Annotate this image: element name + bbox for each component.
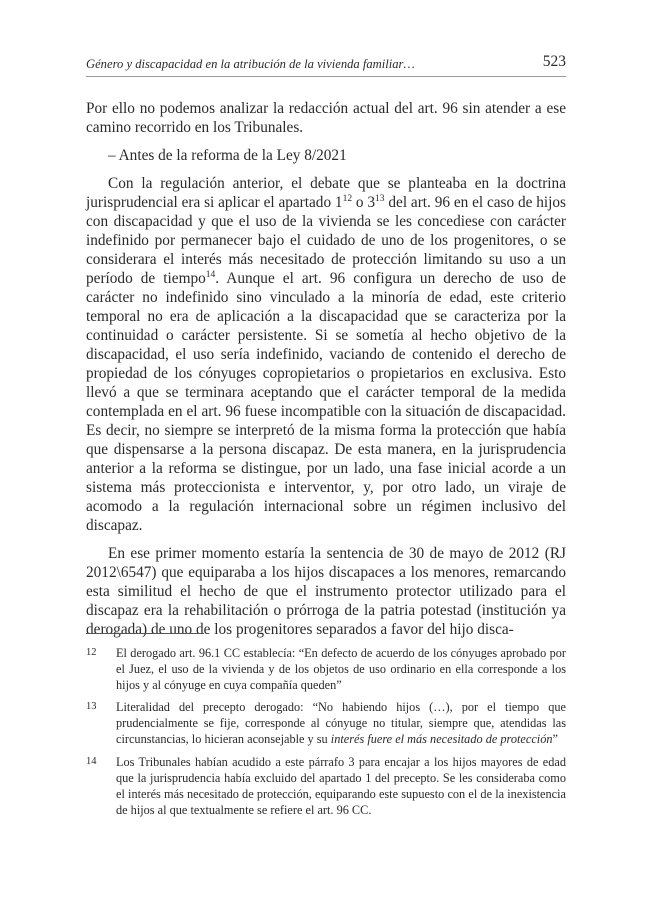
paragraph-3 [86, 174, 566, 535]
paragraph-4: En ese primer momento estaría la sentencia de 30 de mayo de 2012 (RJ 2012\6547) que equiparaba a los hijos discapaces a los menores, remarcando esta similitud el hecho de que el instrumento protector utilizado para el discapaz era la rehabilitación o prórroga de la patria potestad (institución ya derogada) de uno de los progenitores separados a favor del hijo disca- [86, 545, 566, 638]
paragraph-3-part-a: Con la regulación anterior, el debate que se planteaba en la doctrina jurisprudencial era si aplicar el apartado 1 [86, 175, 566, 211]
running-title: Género y discapacidad en la atribución de la vivienda familiar… [86, 57, 415, 71]
paragraph-3-part-c: del art. 96 en el caso de hijos con discapacidad y que el uso de la vivienda se les concediese con carácter indefinido por permanecer bajo el cuidado de uno de los progenitores, o se considerara el interés más necesitado de protección limitando su uso a un período de tiempo [86, 194, 566, 287]
footnote-number: 14 [86, 755, 97, 767]
footnote-13 [86, 699, 566, 747]
section-heading: – Antes de la reforma de la Ley 8/2021 [108, 147, 347, 164]
footnote-ref-12[interactable]: 12 [342, 193, 353, 204]
main-text [86, 99, 566, 648]
footnotes [86, 645, 566, 824]
footnote-text: Literalidad del precepto derogado: “No habiendo hijos (…), por el tiempo que prudencialmente se fije, corresponde al cónyuge no titular, siempre que, atendidas las circunstancias, lo hicieran aconsejable y su [116, 700, 566, 747]
footnote-ref-13[interactable]: 13 [375, 193, 385, 204]
footnote-number: 13 [86, 701, 97, 713]
paragraph-1: Por ello no podemos analizar la redacción actual del art. 96 sin atender a ese camino recorrido en los Tribunales. [86, 100, 566, 136]
running-header [86, 53, 566, 77]
footnote-ref-14[interactable]: 14 [205, 269, 216, 280]
footnote-14 [86, 754, 566, 818]
page-number: 523 [542, 53, 566, 70]
footnote-italic-text: interés fuere el más necesitado de protección [330, 732, 553, 747]
footnote-number: 12 [86, 647, 97, 658]
footnote-12 [86, 645, 566, 693]
paragraph-3-part-b: o 3 [352, 194, 376, 211]
paragraph-3-part-d: . Aunque el art. 96 configura un derecho de uso de carácter no indefinido sino vinculado a la minoría de edad, este criterio temporal no era de aplicación a la discapacidad que se caracteriza por la continuidad o carácter persistente. Si se sometía al hecho objetivo de la discapacidad, el uso sería indefinido, vaciando de contenido el derecho de propiedad de los cónyuges copropietarios o propietarios en exclusiva. Esto llevó a que se terminara aceptando que el carácter temporal de la medida contemplada en el art. 96 fuese incompatible con la situación de discapacidad. Es decir, no siempre se interpretó de la misma forma la protección que había que dispensarse a la persona discapaz. De esta manera, en la jurisprudencia anterior a la reforma se distingue, por un lado, una fase inicial acorde a un sistema más proteccionista e interventor, y, por otro lado, un viraje de acomodo a la regulación internacional sobre un régimen inclusivo del discapaz. [86, 270, 566, 534]
footnote-text: Los Tribunales habían acudido a este párrafo 3 para encajar a los hijos mayores de edad que la jurisprudencia había excluido del apartado 1 del precepto. Se les consideraba como el interés más necesitado de protección, equiparando este supuesto con el de la inexistencia de hijos al que textualmente se refiere el art. 96 CC. [116, 754, 566, 817]
footnote-text: El derogado art. 96.1 CC establecía: “En defecto de acuerdo de los cónyuges aprobado por el Juez, el uso de la vivienda y de los objetos de uso ordinario en ella corresponde a los hijos y al cónyuge en cuya compañía queden” [116, 646, 566, 693]
footnote-closing-quote: ” [552, 732, 558, 747]
footnote-divider [86, 633, 204, 634]
